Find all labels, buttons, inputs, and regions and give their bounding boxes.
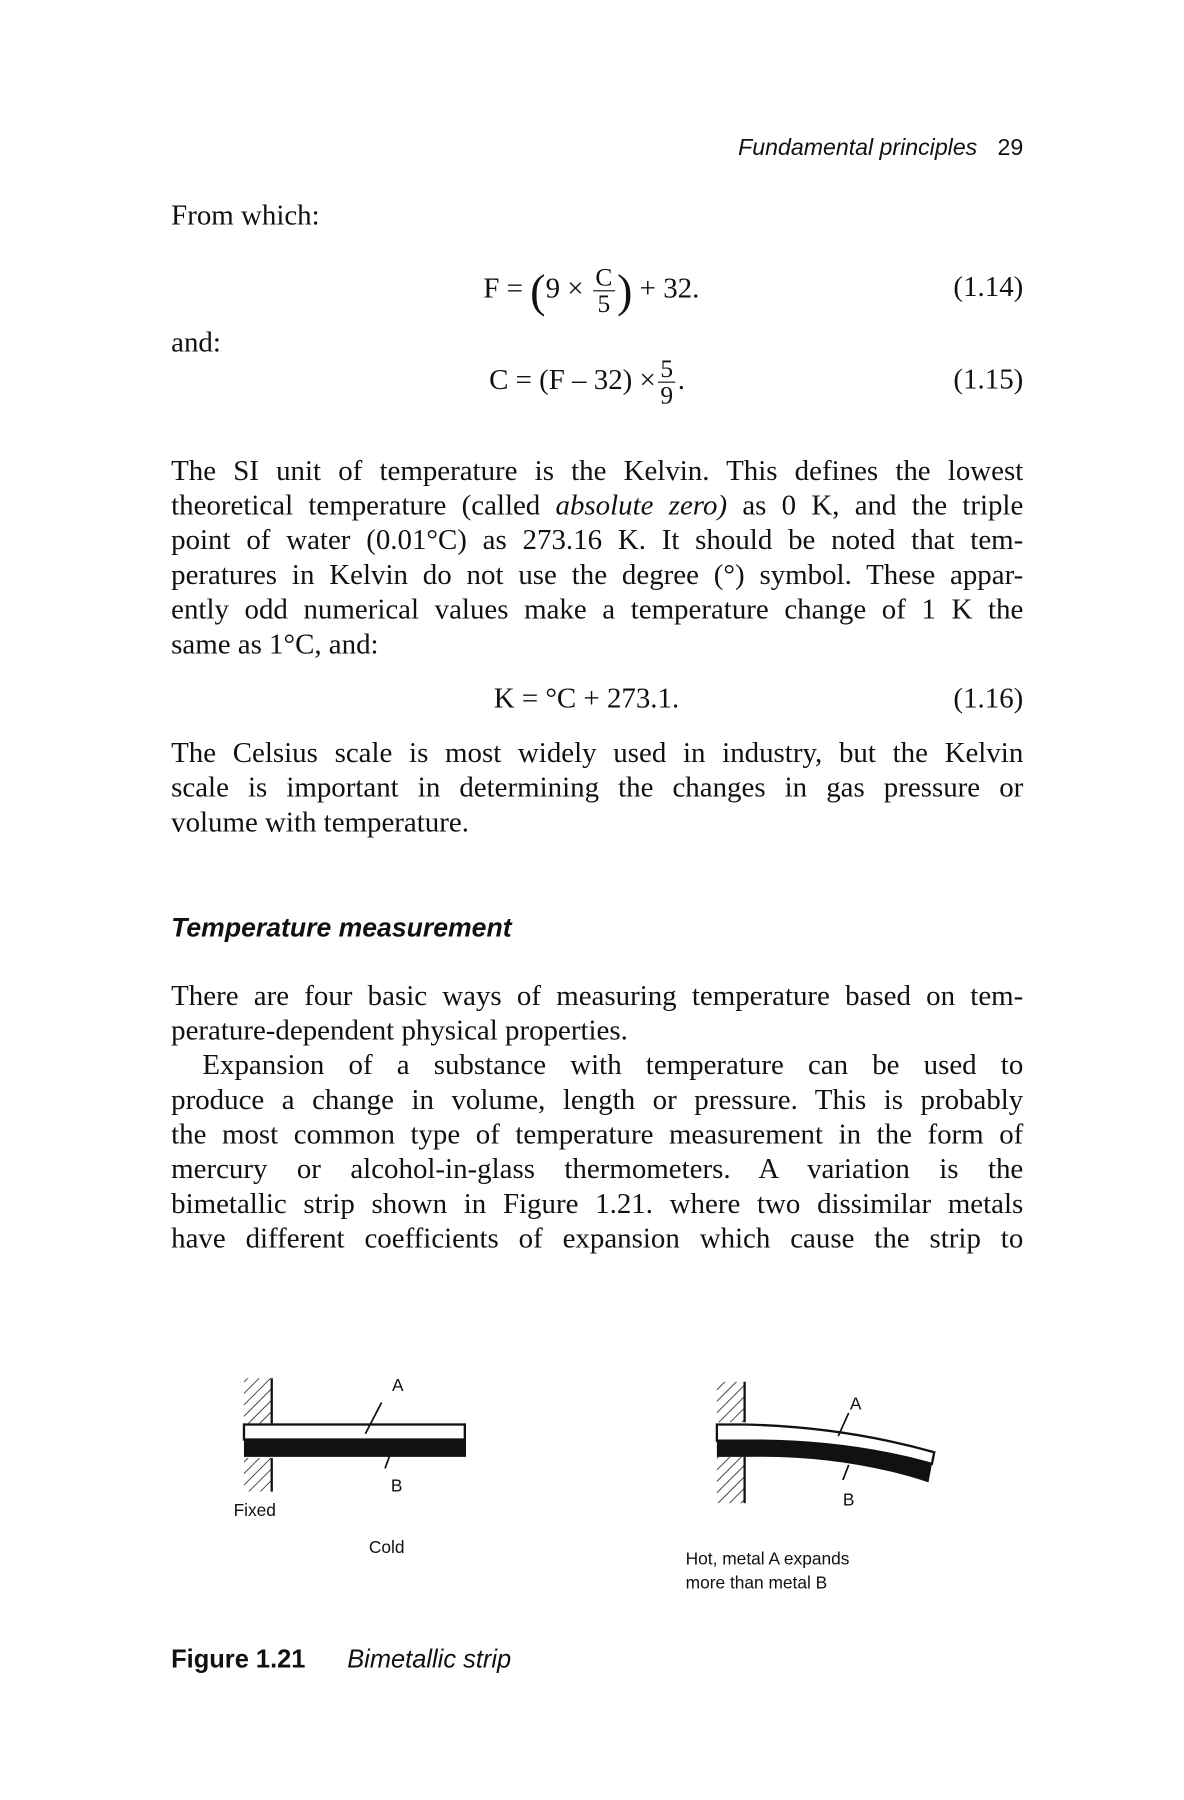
hot-caption-line2: more than metal B bbox=[685, 1572, 828, 1593]
text-line: There are four basic ways of measuring temperature based on tem- bbox=[171, 980, 1024, 1012]
denominator: 9 bbox=[660, 380, 674, 410]
cold-strip-diagram bbox=[234, 1375, 466, 1557]
text-line: produce a change in volume, length or pressure. This is probably bbox=[171, 1084, 1024, 1116]
metal-a bbox=[244, 1425, 465, 1440]
text-line: The Celsius scale is most widely used in industry, but the Kelvin bbox=[171, 737, 1024, 769]
text-line: perature-dependent physical properties. bbox=[171, 1015, 628, 1047]
text-line: mercury or alcohol-in-glass thermometers. A variation is the bbox=[171, 1153, 1024, 1186]
metal-b bbox=[244, 1440, 466, 1457]
label-a: A bbox=[849, 1393, 862, 1414]
figure-caption bbox=[171, 1644, 511, 1674]
section-heading: Temperature measurement bbox=[171, 912, 512, 943]
text-line: volume with temperature. bbox=[171, 807, 469, 839]
equation-1-16: K = °C + 273.1. bbox=[493, 683, 680, 715]
eq-rest: . bbox=[677, 364, 686, 396]
text-line: the most common type of temperature measurement in the form of bbox=[171, 1119, 1024, 1151]
text-line: scale is important in determining the changes in gas pressure or bbox=[171, 772, 1024, 804]
numerator: 5 bbox=[658, 356, 675, 383]
eq-paren: ) bbox=[617, 264, 633, 317]
leader-b bbox=[843, 1465, 849, 1480]
equation-number: (1.16) bbox=[953, 683, 1024, 715]
denominator: 5 bbox=[597, 289, 611, 318]
figure-number: Figure 1.21 bbox=[171, 1644, 306, 1674]
eq-paren: ( bbox=[530, 264, 546, 317]
text-line: have different coefficients of expansion which cause the strip to bbox=[171, 1223, 1024, 1255]
text-line: peratures in Kelvin do not use the degree (°) symbol. These appar- bbox=[171, 559, 1024, 591]
text-line: point of water (0.01°C) as 273.16 K. It should be noted that tem- bbox=[171, 524, 1024, 557]
eq-lhs: F = bbox=[483, 273, 523, 305]
label-cold: Cold bbox=[368, 1536, 405, 1557]
figure-title: Bimetallic strip bbox=[347, 1644, 512, 1674]
numerator: C bbox=[593, 265, 615, 292]
text-span: theoretical temperature (called bbox=[171, 490, 556, 522]
hot-strip-diagram bbox=[686, 1382, 936, 1593]
eq-rest: + 32. bbox=[639, 273, 700, 305]
equation-number: (1.15) bbox=[953, 364, 1024, 396]
text-line: ently odd numerical values make a temperature change of 1 K the bbox=[171, 594, 1024, 626]
text-line: Expansion of a substance with temperature can be used to bbox=[202, 1049, 1024, 1082]
page-number: 29 bbox=[997, 135, 1024, 161]
equation-number: (1.14) bbox=[953, 271, 1024, 303]
label-b: B bbox=[390, 1475, 403, 1496]
text-span: as 0 K, and the triple bbox=[727, 490, 1024, 522]
eq-term: 9 × bbox=[545, 273, 584, 305]
label-fixed: Fixed bbox=[233, 1499, 276, 1520]
running-title: Fundamental principles bbox=[738, 135, 978, 161]
eq-lhs: C = (F – 32) × bbox=[489, 364, 656, 396]
hot-caption-line1: Hot, metal A expands bbox=[685, 1548, 850, 1569]
label-b: B bbox=[842, 1489, 855, 1510]
text-line: same as 1°C, and: bbox=[171, 629, 379, 661]
emphasis: absolute zero) bbox=[555, 490, 728, 522]
label-a: A bbox=[391, 1374, 404, 1395]
text-line: The SI unit of temperature is the Kelvin. This defines the lowest bbox=[171, 455, 1024, 487]
from-which-label: From which: bbox=[171, 200, 320, 232]
and-label: and: bbox=[171, 327, 221, 359]
text-line: bimetallic strip shown in Figure 1.21. where two dissimilar metals bbox=[171, 1188, 1024, 1220]
